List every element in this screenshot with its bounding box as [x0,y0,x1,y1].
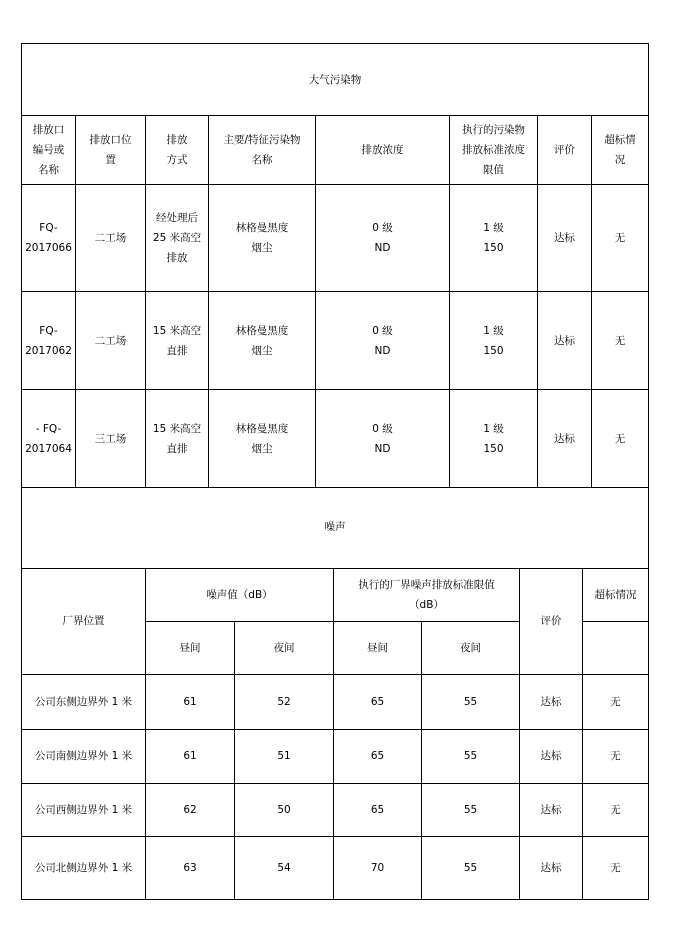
noise-night: 50 [235,783,334,836]
noise-day: 63 [146,836,235,899]
boundary-location: 公司南侧边界外 1 米 [22,729,146,783]
limit-day: 70 [334,836,422,899]
air-section-title: 大气污染物 [22,44,649,116]
exceed: 无 [583,729,649,783]
header-noise-value: 噪声值（dB） [146,568,334,621]
pollutant: 林格曼黑度 烟尘 [209,292,316,390]
outlet-location: 二工场 [76,185,146,292]
evaluation: 达标 [520,836,583,899]
discharge-method: 经处理后 25 米高空 排放 [146,185,209,292]
evaluation: 达标 [538,292,592,390]
exceed: 无 [583,836,649,899]
header-discharge-method: 排放 方式 [146,116,209,185]
header-value-night: 夜间 [235,621,334,674]
header-limit-day: 昼间 [334,621,422,674]
noise-day: 61 [146,674,235,729]
evaluation: 达标 [520,674,583,729]
discharge-method: 15 米高空 直排 [146,390,209,488]
boundary-location: 公司东侧边界外 1 米 [22,674,146,729]
header-outlet-location: 排放口位 置 [76,116,146,185]
outlet-location: 三工场 [76,390,146,488]
evaluation: 达标 [538,185,592,292]
evaluation: 达标 [520,783,583,836]
limit-night: 55 [422,729,520,783]
concentration: 0 级 ND [316,292,450,390]
limit-day: 65 [334,783,422,836]
boundary-location: 公司西侧边界外 1 米 [22,783,146,836]
noise-night: 54 [235,836,334,899]
exceed: 无 [592,390,649,488]
standard-limit: 1 级 150 [450,390,538,488]
outlet-id: FQ- 2017062 [22,292,76,390]
table-row [22,390,649,488]
air-pollutants-table [21,43,649,488]
evaluation: 达标 [520,729,583,783]
exceed: 无 [583,783,649,836]
table-row [22,674,649,729]
noise-day: 61 [146,729,235,783]
table-row [22,185,649,292]
noise-day: 62 [146,783,235,836]
limit-day: 65 [334,729,422,783]
header-exceed-empty [583,621,649,674]
header-evaluation: 评价 [520,568,583,674]
standard-limit: 1 级 150 [450,292,538,390]
noise-table [21,486,649,900]
outlet-id: - FQ- 2017064 [22,390,76,488]
header-exceed: 超标情况 [583,568,649,621]
header-standard-limit: 执行的污染物 排放标准浓度 限值 [450,116,538,185]
header-boundary-location: 厂界位置 [22,568,146,674]
noise-night: 52 [235,674,334,729]
header-outlet-id: 排放口 编号或 名称 [22,116,76,185]
limit-night: 55 [422,836,520,899]
pollutant: 林格曼黑度 烟尘 [209,185,316,292]
limit-day: 65 [334,674,422,729]
limit-night: 55 [422,674,520,729]
header-limit-night: 夜间 [422,621,520,674]
header-value-day: 昼间 [146,621,235,674]
limit-night: 55 [422,783,520,836]
table-row [22,292,649,390]
header-noise-limit: 执行的厂界噪声排放标准限值 （dB） [334,568,520,621]
concentration: 0 级 ND [316,390,450,488]
noise-section-title: 噪声 [22,486,649,568]
header-evaluation: 评价 [538,116,592,185]
outlet-id: FQ- 2017066 [22,185,76,292]
table-row [22,729,649,783]
header-pollutant: 主要/特征污染物 名称 [209,116,316,185]
pollutant: 林格曼黑度 烟尘 [209,390,316,488]
exceed: 无 [592,292,649,390]
header-exceed: 超标情 况 [592,116,649,185]
outlet-location: 二工场 [76,292,146,390]
exceed: 无 [583,674,649,729]
noise-night: 51 [235,729,334,783]
concentration: 0 级 ND [316,185,450,292]
header-concentration: 排放浓度 [316,116,450,185]
standard-limit: 1 级 150 [450,185,538,292]
boundary-location: 公司北侧边界外 1 米 [22,836,146,899]
discharge-method: 15 米高空 直排 [146,292,209,390]
exceed: 无 [592,185,649,292]
table-row [22,783,649,836]
evaluation: 达标 [538,390,592,488]
table-row [22,836,649,899]
